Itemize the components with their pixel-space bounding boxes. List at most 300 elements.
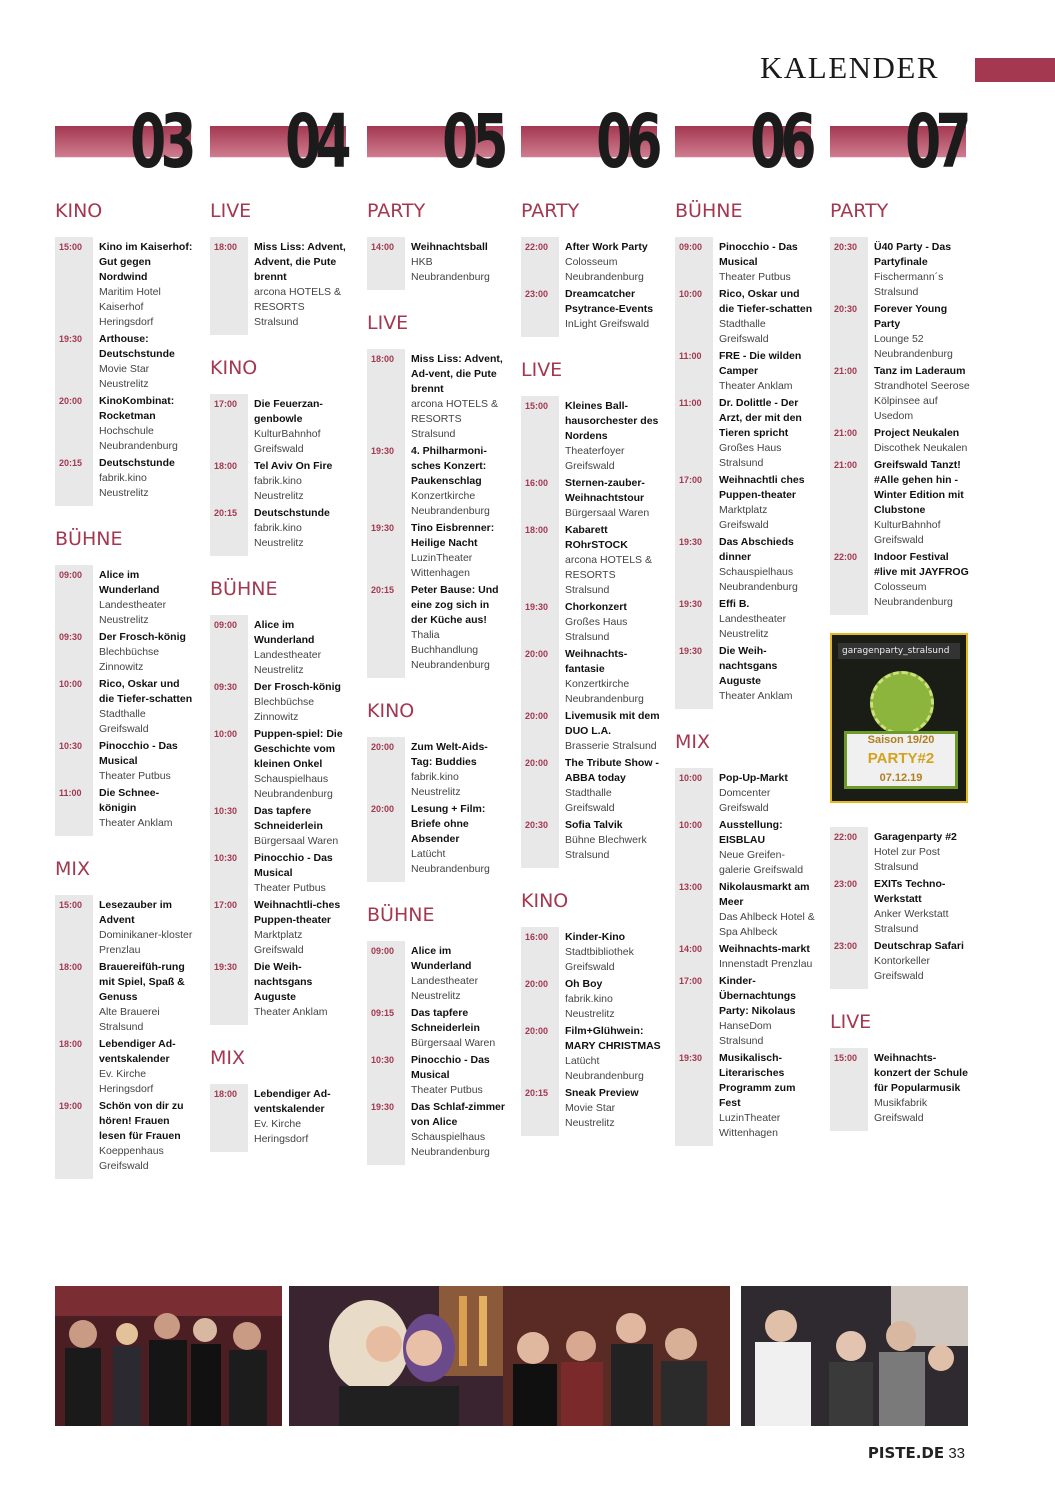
event-body [713,535,815,595]
event-venue: Schauspielhaus Neubrandenburg [719,566,798,593]
event-body [93,332,195,392]
event-item [210,679,350,726]
event-venue: Anker Werkstatt Stralsund [874,908,949,935]
event-body [248,459,350,504]
event-body [713,880,815,940]
day-header [55,99,191,185]
event-time: 15:00 [834,1053,858,1063]
section-title: LIVE [521,359,563,381]
event-item [55,1098,195,1175]
event-list [55,565,195,836]
event-body [405,583,507,673]
event-item [210,1086,350,1148]
event-item [521,239,661,286]
event-body [868,302,970,362]
event-item [367,1052,507,1099]
event-list [210,1084,350,1152]
event-item [830,938,970,985]
event-venue: Marktplatz Greifswald [719,504,769,531]
event-body [868,877,970,937]
event-item [210,897,350,959]
event-item [210,505,350,552]
event-venue: arcona HOTELS & RESORTS Stralsund [565,554,652,596]
event-venue: Schauspielhaus Neubrandenburg [411,1131,490,1158]
event-section [367,200,507,290]
event-item [521,398,661,475]
event-time: 19:30 [371,1102,395,1112]
event-body [405,1053,507,1098]
day-name: Samstag [833,164,877,176]
event-item [521,1085,661,1132]
event-list [210,394,350,556]
event-name: Der Frosch-könig [254,681,341,693]
day-header [675,99,811,185]
event-body [559,476,661,521]
event-time: 10:30 [371,1055,395,1065]
event-venue: Ev. Kirche Heringsdorf [99,1068,154,1095]
event-time: 20:30 [834,242,858,252]
event-section [210,357,350,556]
event-body [248,240,350,330]
event-time: 19:30 [371,523,395,533]
section-title: KINO [521,890,569,912]
event-venue: Lounge 52 Neubrandenburg [874,333,953,360]
event-time: 18:00 [214,1089,238,1099]
event-name: Die Weih-nachtsgans Auguste [719,645,778,687]
event-name: Deutschstunde [99,457,175,469]
event-body [559,930,661,975]
poster-date: 07.12.19 [879,772,923,784]
event-body [713,287,815,347]
event-item [367,351,507,443]
event-body [559,523,661,598]
event-time: 10:30 [59,741,83,751]
event-name: Lebendiger Ad-ventskalender [99,1038,176,1065]
event-body [868,426,970,456]
event-item [55,785,195,832]
event-time: 10:00 [214,729,238,739]
event-item [521,286,661,333]
event-name: Das tapfere Schneiderlein [254,805,323,832]
event-body [713,597,815,642]
section-title: BÜHNE [55,528,123,550]
event-time: 21:00 [834,366,858,376]
event-body [559,818,661,863]
event-body [559,399,661,474]
event-time: 20:00 [525,979,549,989]
page-footer [868,1444,965,1462]
event-item [521,475,661,522]
event-venue: Stadthalle Greifswald [565,787,615,814]
event-section [830,1011,970,1131]
event-venue: Colosseum Neubrandenburg [565,256,644,283]
event-name: Livemusik mit dem DUO L.A. [565,710,660,737]
event-venue: Theater Putbus [99,770,171,782]
section-title: MIX [210,1047,246,1069]
event-venue: Bürgersaal Waren [254,835,339,847]
event-venue: Blechbüchse Zinnowitz [254,696,315,723]
event-list [210,237,350,335]
event-time: 18:00 [59,1039,83,1049]
event-body [713,240,815,285]
event-item [830,829,970,876]
event-time: 10:00 [679,289,703,299]
day-number: 05 [442,99,503,185]
event-time: 22:00 [834,552,858,562]
event-time: 23:00 [834,879,858,889]
event-venue: LuzinTheater Wittenhagen [719,1112,781,1139]
event-name: Kleines Ball-hausorchester des Nordens [565,400,659,442]
event-item [210,239,350,331]
event-body [559,709,661,754]
event-venue: Stadtbibliothek Greifswald [565,946,634,973]
event-name: Nikolausmarkt am Meer [719,881,810,908]
event-venue: Strandhotel Seerose Kölpinsee auf Usedom [874,380,970,422]
event-item [830,549,970,611]
event-section [210,200,350,335]
event-name: Zum Welt-Aids-Tag: Buddies [411,741,488,768]
event-name: KinoKombinat: Rocketman [99,395,175,422]
event-body [559,756,661,816]
event-body [559,1086,661,1131]
event-name: Das tapfere Schneiderlein [411,1007,480,1034]
event-body [93,898,195,958]
event-time: 20:30 [525,820,549,830]
event-time: 22:00 [834,832,858,842]
event-time: 20:30 [834,304,858,314]
day-number: 07 [905,99,966,185]
event-time: 13:00 [679,882,703,892]
event-list [830,1048,970,1131]
event-name: Lesezauber im Advent [99,899,172,926]
event-item [367,1099,507,1161]
page-title: KALENDER [760,50,940,85]
event-item [521,1023,661,1085]
day-column [210,200,350,1174]
event-item [830,301,970,363]
event-item [367,801,507,878]
event-venue: Latücht Neubrandenburg [565,1055,644,1082]
section-title: MIX [675,731,711,753]
event-venue: Marktplatz Greifswald [254,929,304,956]
event-item [210,458,350,505]
event-section [210,1047,350,1152]
event-item [521,708,661,755]
event-time: 19:00 [59,1101,83,1111]
event-item [367,582,507,674]
event-item [675,239,815,286]
event-venue: Stadthalle Greifswald [99,708,149,735]
day-name: Mittwoch [213,164,257,176]
event-body [868,364,970,424]
event-name: Deutschrap Safari [874,940,964,952]
event-venue: Theater Putbus [254,882,326,894]
event-venue: Discothek Neukalen [874,442,968,454]
event-venue: Theater Anklam [719,690,793,702]
event-time: 19:30 [214,962,238,972]
event-time: 19:30 [59,334,83,344]
event-time: 21:00 [834,428,858,438]
event-body [248,1087,350,1147]
event-list [55,237,195,506]
event-body [713,942,815,972]
event-venue: Koeppenhaus Greifswald [99,1145,164,1172]
event-body [713,349,815,394]
event-name: Garagenparty #2 [874,831,957,843]
event-list [367,737,507,882]
event-venue: Bürgersaal Waren [411,1037,496,1049]
event-body [559,287,661,332]
event-time: 20:00 [525,1026,549,1036]
event-section [210,578,350,1025]
event-body [93,960,195,1035]
event-time: 17:00 [214,900,238,910]
event-name: Weihnachtsball [411,241,488,253]
event-list [521,237,661,337]
event-section [367,312,507,678]
day-column [521,200,661,1158]
event-body [559,600,661,645]
poster-sign [844,731,958,789]
event-venue: InLight Greifswald [565,318,650,330]
event-name: Weihnachtli-ches Puppen-theater [254,899,341,926]
event-time: 16:00 [525,478,549,488]
event-time: 23:00 [525,289,549,299]
event-section [367,700,507,882]
event-time: 10:00 [679,820,703,830]
event-time: 09:00 [214,620,238,630]
day-header [830,99,966,185]
event-item [830,1050,970,1127]
event-item [55,1036,195,1098]
site-name: PISTE.DE [867,1444,945,1462]
event-venue: arcona HOTELS & RESORTS Stralsund [411,398,498,440]
event-body [405,740,507,800]
event-list [830,237,970,615]
event-body [93,1037,195,1097]
event-name: Sternen-zauber-Weihnachtstour [565,477,645,504]
event-name: Ausstellung: EISBLAU [719,819,783,846]
event-section [675,200,815,709]
event-body [713,1051,815,1141]
day-number: 06 [596,99,657,185]
event-item [675,534,815,596]
event-name: Tel Aviv On Fire [254,460,333,472]
event-body [405,802,507,877]
event-body [405,521,507,581]
event-name: Die Weih-nachtsgans Auguste [254,961,313,1003]
event-time: 09:30 [59,632,83,642]
event-venue: Großes Haus Stralsund [719,442,782,469]
event-item [367,739,507,801]
event-venue: fabrik.kino Neustrelitz [254,522,304,549]
event-item [210,850,350,897]
event-time: 11:00 [59,788,82,798]
event-venue: Konzertkirche Neubrandenburg [411,490,490,517]
event-venue: Latücht Neubrandenburg [411,848,490,875]
poster-season: Saison 19/20 [867,734,935,746]
event-item [521,817,661,864]
event-name: Kinder-Übernachtungs Party: Nikolaus [719,975,797,1017]
event-body [93,394,195,454]
event-name: Brauereifüh-rung mit Spiel, Spaß & Genuss [99,961,185,1003]
event-name: Der Frosch-könig [99,631,186,643]
event-item [830,457,970,549]
event-body [405,444,507,519]
event-name: Sneak Preview [565,1087,639,1099]
event-time: 20:00 [525,758,549,768]
event-time: 20:00 [525,649,549,659]
event-name: After Work Party [565,241,648,253]
event-body [93,739,195,784]
event-body [713,771,815,816]
event-body [713,644,815,704]
event-name: Lebendiger Ad-ventskalender [254,1088,331,1115]
event-item [367,239,507,286]
event-section [521,890,661,1136]
event-time: 20:15 [59,458,83,468]
event-item [55,676,195,738]
event-time: 20:00 [371,742,395,752]
event-venue: Kontorkeller Greifswald [874,955,931,982]
event-name: Die Schnee-königin [99,787,160,814]
event-time: 11:00 [679,398,702,408]
event-name: FRE - Die wilden Camper [719,350,802,377]
event-venue: Landestheater Neustrelitz [719,613,787,640]
event-time: 09:00 [371,946,395,956]
event-body [248,506,350,551]
event-body [868,240,970,300]
event-list [367,349,507,678]
day-column [830,200,970,1153]
event-body [93,568,195,628]
event-item [210,617,350,679]
event-name: Tino Eisbrenner: Heilige Nacht [411,522,495,549]
event-body [93,786,195,831]
event-item [521,976,661,1023]
event-name: Pinocchio - Das Musical [254,852,333,879]
event-section [367,904,507,1165]
page-number: 33 [948,1445,965,1462]
event-name: Rico, Oskar und die Tiefer-schatten [719,288,813,315]
event-item [675,596,815,643]
event-body [559,647,661,707]
event-name: Sofia Talvik [565,819,623,831]
event-venue: fabrik.kino Neustrelitz [411,771,461,798]
event-venue: Ev. Kirche Heringsdorf [254,1118,309,1145]
event-item [675,472,815,534]
event-body [248,618,350,678]
poster-handle: garagenparty_stralsund [838,643,960,659]
event-body [868,458,970,548]
party-photo [289,1286,516,1426]
event-name: Dreamcatcher Psytrance-Events [565,288,654,315]
event-name: Weihnachts-markt [719,943,810,955]
event-time: 09:00 [679,242,703,252]
event-time: 19:30 [525,602,549,612]
section-title: PARTY [367,200,426,222]
event-body [248,960,350,1020]
event-name: Deutschstunde [254,507,330,519]
event-name: Tanz im Laderaum [874,365,966,377]
event-body [405,240,507,285]
event-name: Film+Glühwein: MARY CHRISTMAS [565,1025,661,1052]
event-time: 20:00 [525,711,549,721]
event-time: 21:00 [834,460,858,470]
event-venue: Hochschule Neubrandenburg [99,425,178,452]
event-name: Pinocchio - Das Musical [719,241,798,268]
event-venue: Landestheater Neustrelitz [411,975,479,1002]
event-item [55,393,195,455]
event-venue: Maritim Hotel Kaiserhof Heringsdorf [99,286,161,328]
event-time: 10:30 [214,853,238,863]
event-item [367,943,507,1005]
party-photo [503,1286,730,1426]
event-name: Weihnachts-fantasie [565,648,628,675]
event-time: 20:15 [371,585,395,595]
event-body [713,974,815,1049]
event-name: The Tribute Show - ABBA today [565,757,659,784]
event-venue: Theater Putbus [719,271,791,283]
event-venue: fabrik.kino Neustrelitz [99,472,149,499]
event-body [248,727,350,802]
event-body [713,818,815,878]
event-item [675,770,815,817]
event-name: EXITs Techno-Werkstatt [874,878,946,905]
event-name: Schön von dir zu hören! Frauen lesen für Frauen [99,1100,184,1142]
event-body [713,396,815,471]
event-item [521,599,661,646]
event-time: 17:00 [679,475,703,485]
event-venue: Domcenter Greifswald [719,787,771,814]
event-item [675,395,815,472]
event-list [521,396,661,868]
event-item [830,876,970,938]
event-section [675,731,815,1146]
event-time: 19:30 [679,646,703,656]
event-name: Alice im Wunderland [99,569,160,596]
event-venue: Konzertkirche Neubrandenburg [565,678,644,705]
event-time: 09:15 [371,1008,395,1018]
event-time: 19:30 [371,446,395,456]
event-time: 20:00 [59,396,83,406]
event-time: 19:30 [679,599,703,609]
event-venue: Dominikaner-kloster Prenzlau [99,929,193,956]
event-name: Lesung + Film: Briefe ohne Absender [411,803,486,845]
event-item [367,520,507,582]
event-name: Rico, Oskar und die Tiefer-schatten [99,678,193,705]
event-time: 18:00 [371,354,395,364]
event-name: Kabarett ROhrSTOCK [565,524,628,551]
event-item [55,331,195,393]
event-name: Forever Young Party [874,303,948,330]
section-title: LIVE [830,1011,872,1033]
event-name: Dr. Dolittle - Der Arzt, der mit den Tieren spricht [719,397,802,439]
event-venue: Stadthalle Greifswald [719,318,769,345]
day-name: Donnerstag [370,164,427,176]
event-item [55,629,195,676]
event-venue: Brasserie Stralsund [565,740,657,752]
section-title: LIVE [367,312,409,334]
event-item [55,455,195,502]
event-time: 18:00 [214,242,238,252]
event-name: Das Abschieds dinner [719,536,794,563]
day-header [367,99,503,185]
event-time: 10:00 [59,679,83,689]
section-title: PARTY [830,200,889,222]
event-venue: LuzinTheater Wittenhagen [411,552,473,579]
event-item [521,755,661,817]
